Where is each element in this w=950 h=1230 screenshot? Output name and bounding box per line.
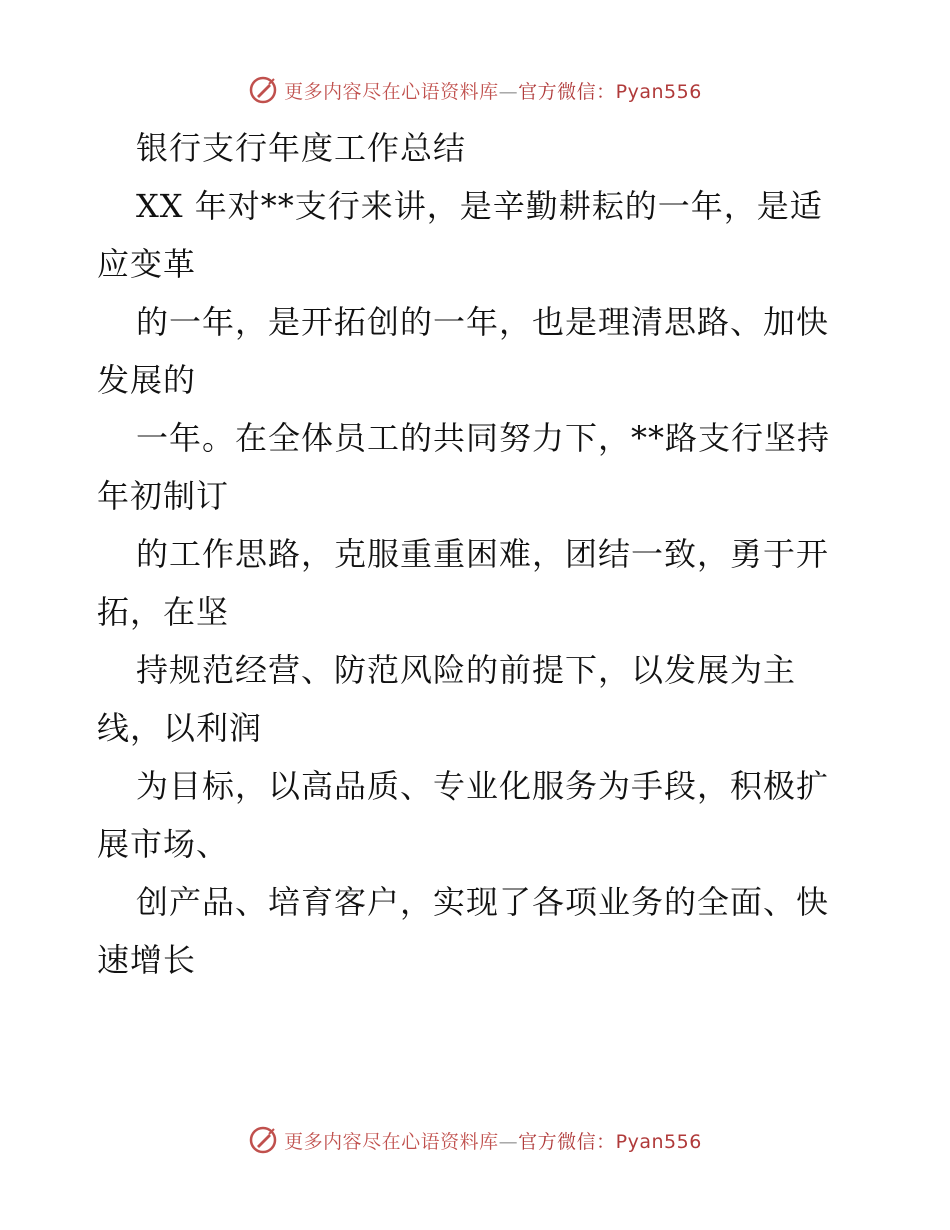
header-watermark-main: 更多内容尽在心语资料库	[284, 80, 499, 103]
header-watermark-separator: —	[498, 80, 519, 103]
body-line-14: 速增长	[97, 941, 197, 979]
header-watermark-contact: 官方微信：Pyan556	[518, 80, 702, 103]
footer-watermark-separator: —	[498, 1130, 519, 1153]
body-line-6: 年初制订	[97, 477, 230, 515]
body-line-11: 为目标，以高品质、专业化服务为手段，积极扩	[136, 767, 830, 805]
body-line-7: 的工作思路，克服重重困难，团结一致，勇于开	[136, 535, 830, 573]
body-line-10: 线，以利润	[97, 709, 263, 747]
footer-watermark-banner	[0, 1120, 950, 1160]
quill-logo-icon	[248, 75, 278, 105]
body-line-1: XX 年对**支行来讲，是辛勤耕耘的一年，是适	[136, 187, 823, 225]
body-line-8: 拓，在坚	[97, 593, 230, 631]
quill-logo-icon	[248, 1125, 278, 1155]
footer-watermark-contact: 官方微信：Pyan556	[518, 1130, 702, 1153]
header-watermark-text	[284, 77, 702, 104]
footer-watermark-text	[284, 1127, 702, 1154]
body-line-3: 的一年，是开拓创的一年，也是理清思路、加快	[136, 303, 830, 341]
body-line-13: 创产品、培育客户，实现了各项业务的全面、快	[136, 883, 830, 921]
body-line-5: 一年。在全体员工的共同努力下，**路支行坚持	[136, 419, 831, 457]
body-line-12: 展市场、	[97, 825, 230, 863]
header-watermark-banner	[0, 70, 950, 110]
body-line-9: 持规范经营、防范风险的前提下，以发展为主	[136, 651, 797, 689]
body-line-2: 应变革	[97, 245, 197, 283]
footer-watermark-main: 更多内容尽在心语资料库	[284, 1130, 499, 1153]
document-title: 银行支行年度工作总结	[136, 129, 467, 167]
body-line-4: 发展的	[97, 361, 197, 399]
